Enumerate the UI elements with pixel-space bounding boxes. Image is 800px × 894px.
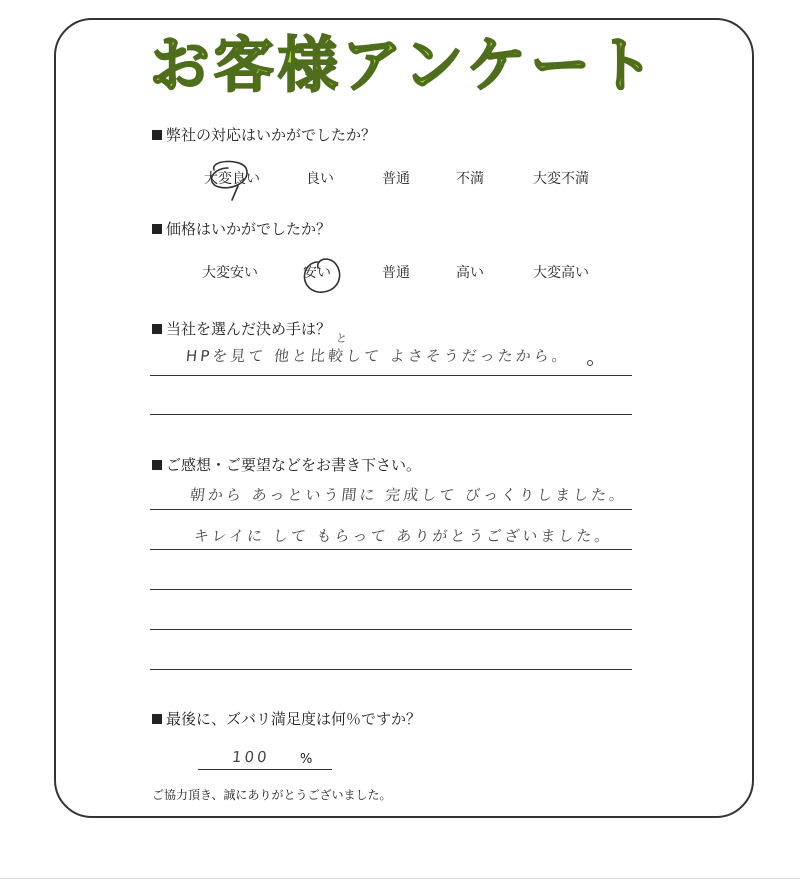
option-price-5[interactable]: 大変高い bbox=[533, 265, 589, 281]
reason-answer-line-1: HPを見て 他と比較して よさそうだったから。 bbox=[185, 347, 571, 365]
satisfaction-answer: 100 bbox=[231, 748, 271, 766]
comments-answer-line-1: 朝から あっという間に 完成して びっくりしました。 bbox=[189, 486, 629, 504]
options-service bbox=[0, 168, 800, 190]
question-price-label: 価格はいかがでしたか？ bbox=[166, 220, 332, 238]
answer-rule bbox=[150, 414, 632, 415]
square-bullet-icon bbox=[152, 224, 162, 234]
option-price-3[interactable]: 普通 bbox=[382, 265, 410, 281]
question-satisfaction-label: 最後に、ズバリ満足度は何％ですか？ bbox=[166, 710, 422, 728]
option-price-2[interactable]: 安い bbox=[303, 265, 331, 281]
option-service-1[interactable]: 大変良い bbox=[204, 171, 260, 187]
answer-rule bbox=[150, 629, 632, 630]
question-reason bbox=[152, 318, 331, 339]
question-price bbox=[152, 218, 331, 239]
question-service bbox=[152, 124, 376, 145]
reason-correction-mark: と bbox=[335, 332, 348, 345]
option-service-5[interactable]: 大変不満 bbox=[533, 171, 589, 187]
square-bullet-icon bbox=[152, 714, 162, 724]
page-bottom-edge bbox=[0, 878, 800, 879]
answer-rule bbox=[150, 375, 632, 376]
question-comments bbox=[152, 454, 421, 475]
comments-answer-line-2: キレイに して もらって ありがとうございました。 bbox=[193, 527, 614, 545]
question-service-label: 弊社の対応はいかがでしたか？ bbox=[166, 126, 377, 144]
footer-thanks: ご協力頂き、誠にありがとうございました。 bbox=[152, 788, 392, 802]
option-service-4[interactable]: 不満 bbox=[456, 171, 484, 187]
option-price-1[interactable]: 大変安い bbox=[202, 265, 258, 281]
question-satisfaction bbox=[152, 708, 421, 729]
options-price bbox=[0, 262, 800, 284]
option-price-4[interactable]: 高い bbox=[456, 265, 484, 281]
satisfaction-rule bbox=[198, 769, 332, 770]
option-service-3[interactable]: 普通 bbox=[382, 171, 410, 187]
answer-rule bbox=[150, 589, 632, 590]
square-bullet-icon bbox=[152, 130, 162, 140]
square-bullet-icon bbox=[152, 324, 162, 334]
survey-title: お客様アンケート bbox=[149, 31, 659, 101]
option-service-2[interactable]: 良い bbox=[306, 171, 334, 187]
square-bullet-icon bbox=[152, 460, 162, 470]
answer-rule bbox=[150, 549, 632, 550]
question-comments-label: ご感想・ご要望などをお書き下さい。 bbox=[166, 456, 422, 474]
satisfaction-unit: % bbox=[300, 752, 313, 767]
answer-rule bbox=[150, 509, 632, 510]
answer-rule bbox=[150, 669, 632, 670]
question-reason-label: 当社を選んだ決め手は？ bbox=[166, 320, 332, 338]
